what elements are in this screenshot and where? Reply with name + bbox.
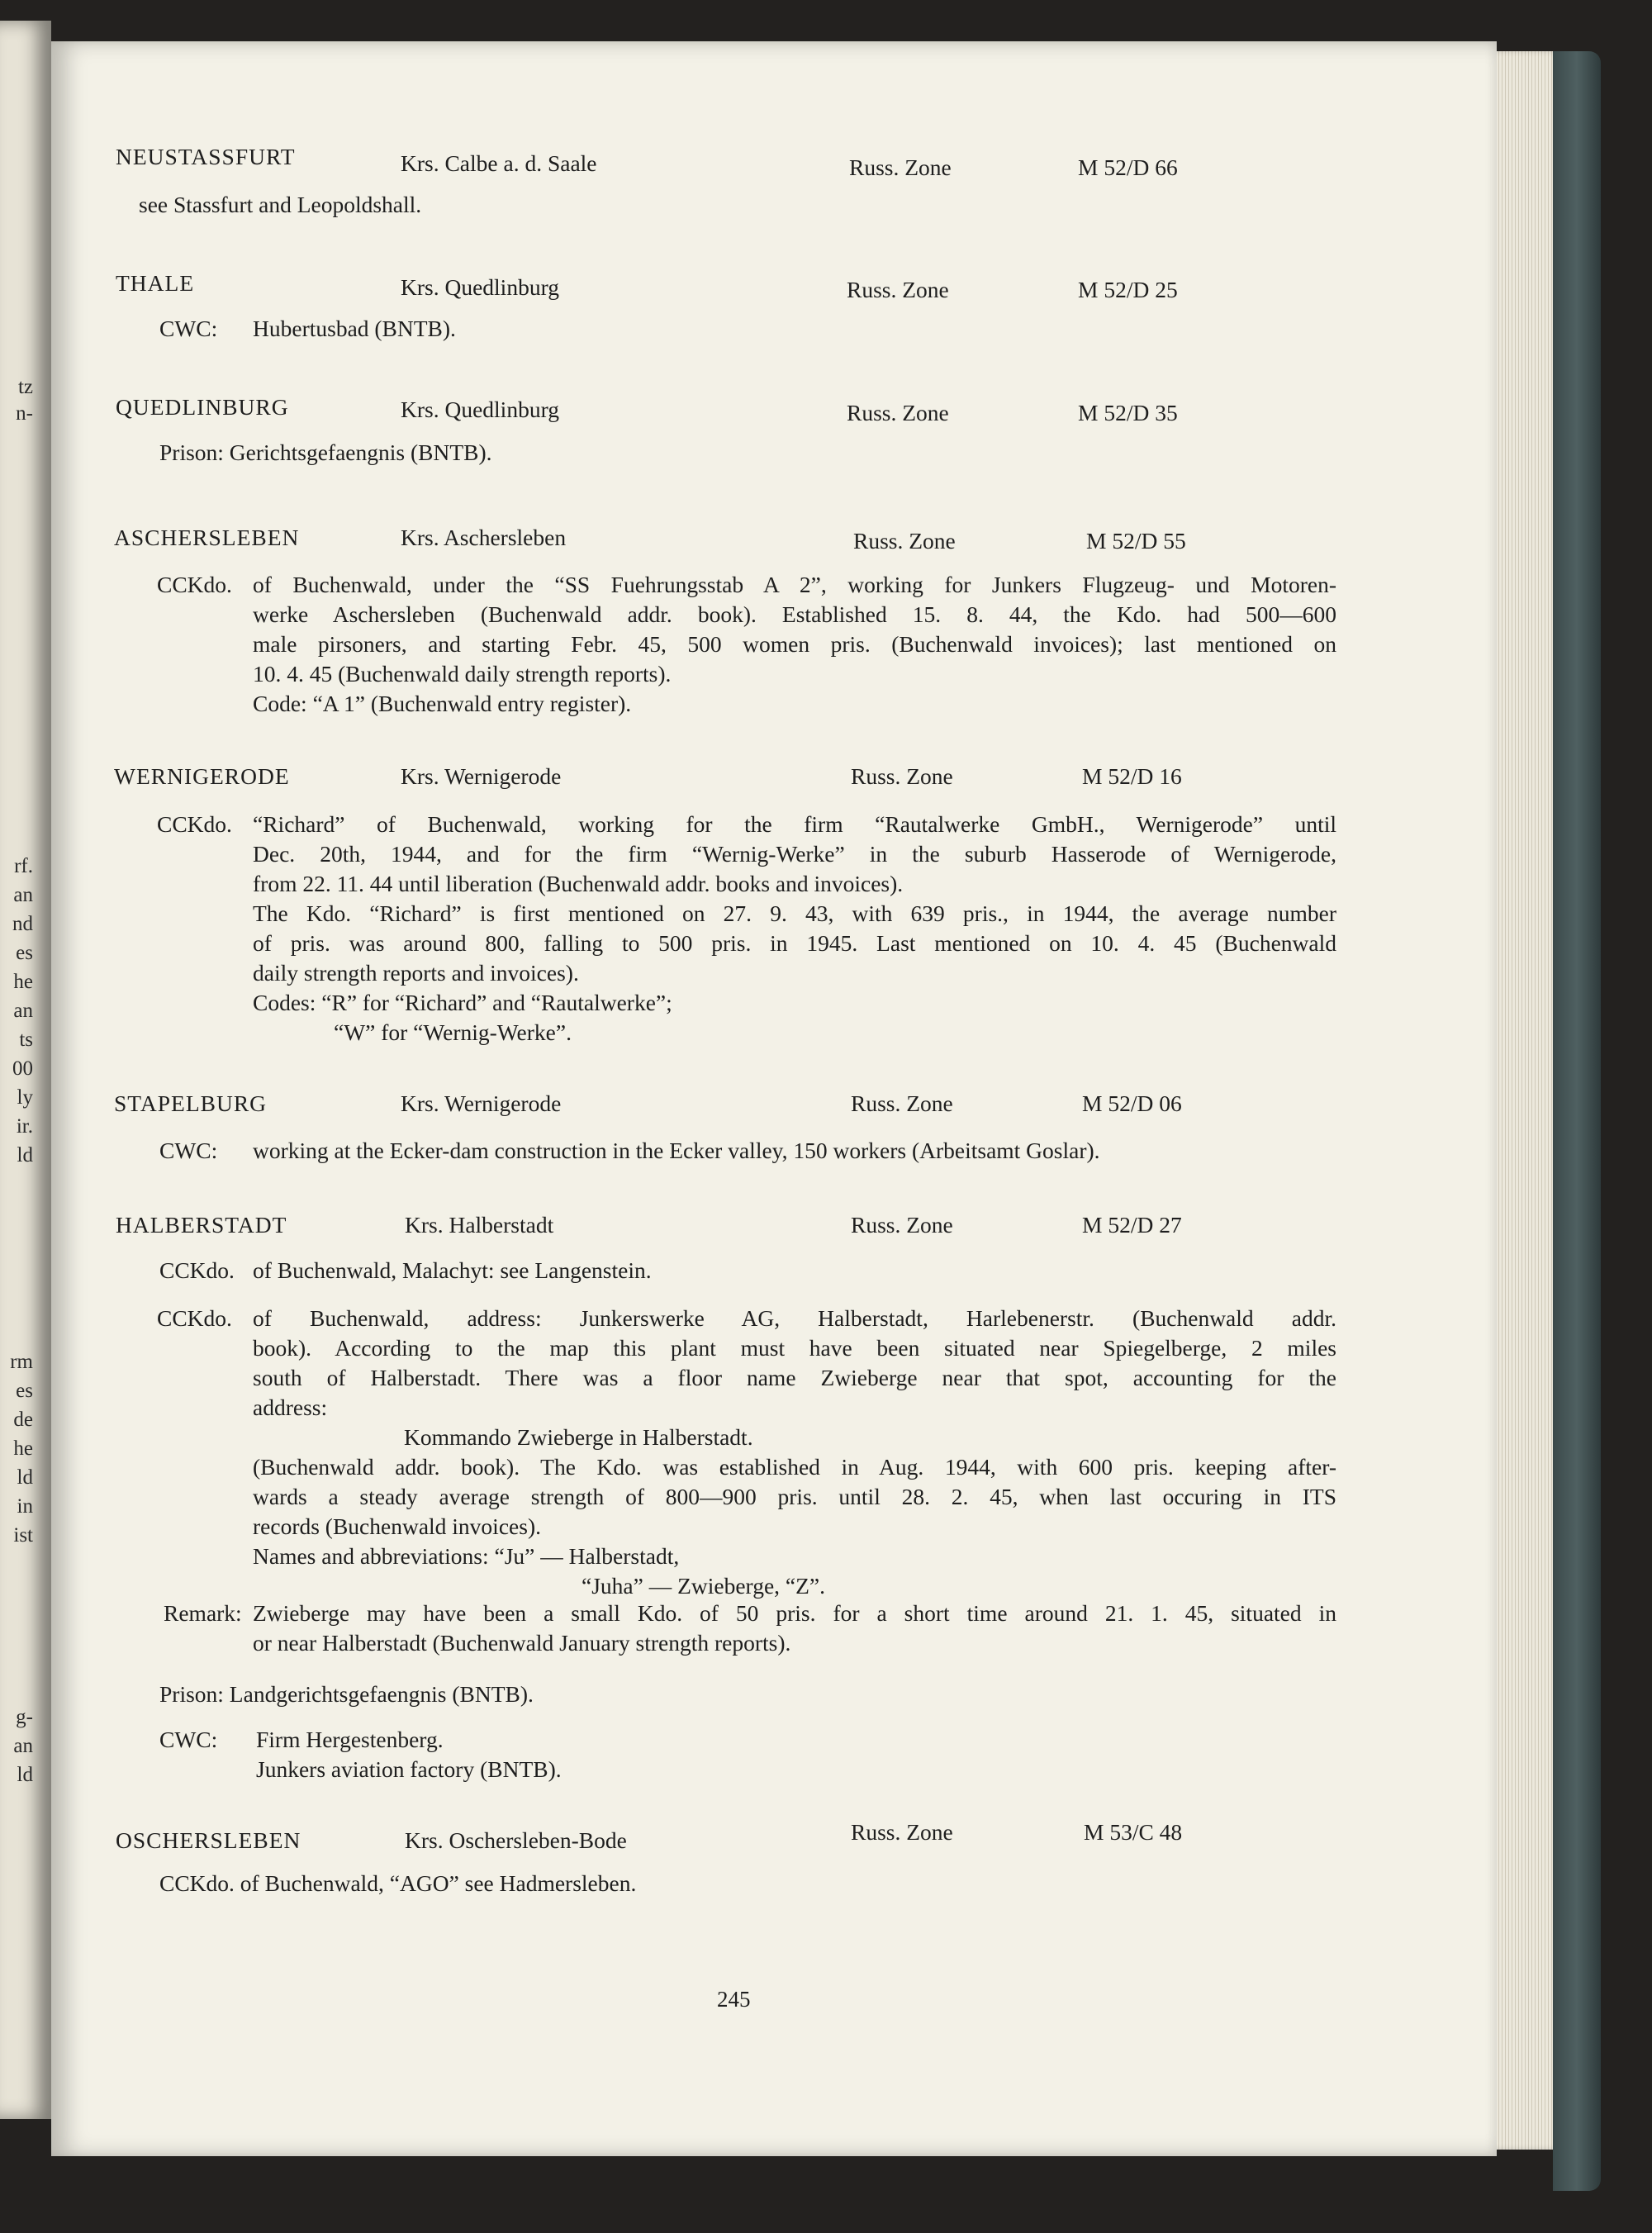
entry-zone: Russ. Zone [851, 763, 953, 789]
facing-page-fragment: es [16, 1380, 33, 1402]
facing-page-fragment: an [13, 884, 33, 906]
text-line: The Kdo. “Richard” is first mentioned on 27. 9. 43, with 639 pris., in 1944, the average number [253, 900, 1336, 926]
entry-zone: Russ. Zone [851, 1090, 953, 1116]
page-number: 245 [717, 1987, 751, 2012]
entry-map-ref: M 52/D 66 [1078, 154, 1178, 180]
text-line: Zwieberge may have been a small Kdo. of 50 pris. for a short time around 21. 1. 45, situated in [253, 1600, 1336, 1626]
text-line: book). According to the map this plant must have been situated near Spiegelberge, 2 miles [253, 1335, 1336, 1361]
facing-page-fragment: ts [19, 1029, 33, 1051]
text-line: Names and abbreviations: “Ju” — Halberstadt, [253, 1543, 680, 1569]
entry-detail: working at the Ecker-dam construction in the Ecker valley, 150 workers (Arbeitsamt Goslar). [253, 1138, 1100, 1163]
entry-detail: Prison: Gerichtsgefaengnis (BNTB). [159, 439, 492, 465]
text-line: 10. 4. 45 (Buchenwald daily strength reports). [253, 661, 672, 687]
text-line: address: [253, 1394, 328, 1420]
facing-page-fragment: g- [16, 1706, 33, 1728]
text-line: Code: “A 1” (Buchenwald entry register). [253, 691, 632, 716]
text-line: “W” for “Wernig-Werke”. [334, 1019, 572, 1045]
entry-district: Krs. Calbe a. d. Saale [401, 150, 597, 176]
text-line: “Juha” — Zwieberge, “Z”. [582, 1573, 825, 1599]
entry-district: Krs. Wernigerode [401, 1090, 562, 1116]
category-label: CWC: [159, 1138, 218, 1163]
facing-page-fragment: ly [17, 1086, 33, 1109]
facing-page-fragment: in [17, 1495, 33, 1518]
text-line: werke Aschersleben (Buchenwald addr. book). Established 15. 8. 44, the Kdo. had 500—600 [253, 601, 1336, 627]
facing-page-fragment: de [13, 1409, 33, 1431]
entry-description [253, 1304, 1336, 1601]
text-line: south of Halberstadt. There was a floor name Zwieberge near that spot, accounting for the [253, 1365, 1336, 1390]
text-line: “Richard” of Buchenwald, working for the firm “Rautalwerke GmbH., Wernigerode” until [253, 811, 1336, 837]
facing-page-fragment: ld [17, 1764, 33, 1786]
text-line: or near Halberstadt (Buchenwald January strength reports). [253, 1630, 791, 1656]
entry-zone: Russ. Zone [851, 1212, 953, 1238]
facing-page-fragment: ir. [16, 1115, 33, 1138]
text-line: from 22. 11. 44 until liberation (Buchenwald addr. books and invoices). [253, 871, 904, 896]
text-line: Dec. 20th, 1944, and for the firm “Wernig-Werke” in the suburb Hasserode of Wernigerode, [253, 841, 1336, 867]
facing-page-fragment: he [13, 1437, 33, 1460]
entry-place: OSCHERSLEBEN [116, 1827, 301, 1853]
entry-map-ref: M 52/D 25 [1078, 277, 1178, 302]
category-label: CCKdo. [157, 1305, 232, 1331]
facing-page-fragment: n- [16, 402, 33, 425]
category-label: CWC: [159, 1727, 218, 1752]
facing-page-edge [0, 21, 51, 2119]
entry-description [253, 810, 1336, 1048]
category-label: CCKdo. [159, 1257, 235, 1283]
text-line: records (Buchenwald invoices). [253, 1513, 541, 1539]
text-line: of pris. was around 800, falling to 500 pris. in 1945. Last mentioned on 10. 4. 45 (Buchenwald [253, 930, 1336, 956]
category-label: CWC: [159, 316, 218, 341]
facing-page-fragment: ld [17, 1466, 33, 1489]
facing-page-fragment: an [13, 1000, 33, 1022]
entry-map-ref: M 52/D 16 [1082, 763, 1182, 789]
facing-page-fragment: es [16, 942, 33, 964]
text-line: Kommando Zwieberge in Halberstadt. [404, 1424, 753, 1450]
text-line: male pirsoners, and starting Febr. 45, 500 women pris. (Buchenwald invoices); last mentioned on [253, 631, 1336, 657]
text-line: of Buchenwald, under the “SS Fuehrungsstab A 2”, working for Junkers Flugzeug- und Motoren- [253, 572, 1336, 597]
text-line: daily strength reports and invoices). [253, 960, 579, 986]
entry-detail: Hubertusbad (BNTB). [253, 316, 456, 341]
entry-district: Krs. Wernigerode [401, 763, 562, 789]
facing-page-fragment: ist [13, 1524, 33, 1546]
text-line: of Buchenwald, address: Junkerswerke AG, Halberstadt, Harlebenerstr. (Buchenwald addr. [253, 1305, 1336, 1331]
entry-map-ref: M 52/D 35 [1078, 400, 1178, 425]
entry-map-ref: M 53/C 48 [1084, 1819, 1183, 1845]
entry-place: QUEDLINBURG [116, 394, 289, 420]
entry-district: Krs. Quedlinburg [401, 274, 559, 300]
entry-place: WERNIGERODE [114, 763, 290, 789]
entry-detail: CCKdo. of Buchenwald, “AGO” see Hadmersleben. [159, 1870, 637, 1896]
facing-page-fragment: ld [17, 1144, 33, 1166]
entry-place: STAPELBURG [114, 1090, 268, 1116]
entry-place: THALE [116, 270, 195, 296]
entry-detail: Prison: Landgerichtsgefaengnis (BNTB). [159, 1681, 534, 1707]
facing-page-fragment: tz [17, 376, 33, 398]
entry-zone: Russ. Zone [847, 277, 949, 302]
entry-description [253, 570, 1336, 719]
entry-description [253, 1599, 1336, 1658]
text-line: wards a steady average strength of 800—900 pris. until 28. 2. 45, when last occuring in ITS [253, 1484, 1336, 1509]
category-label: CCKdo. [157, 572, 232, 597]
entry-district: Krs. Aschersleben [401, 525, 567, 550]
entry-place: ASCHERSLEBEN [114, 525, 300, 550]
cross-reference: see Stassfurt and Leopoldshall. [139, 192, 422, 217]
book-cover [1553, 51, 1601, 2191]
entry-map-ref: M 52/D 55 [1086, 528, 1186, 553]
entry-zone: Russ. Zone [847, 400, 949, 425]
entry-district: Krs. Oschersleben-Bode [405, 1827, 627, 1853]
entry-map-ref: M 52/D 06 [1082, 1090, 1182, 1116]
facing-page-fragment: he [13, 971, 33, 993]
entry-zone: Russ. Zone [851, 1819, 953, 1845]
facing-page-fragment: rf. [14, 855, 33, 877]
text-line: Codes: “R” for “Richard” and “Rautalwerke”; [253, 990, 672, 1015]
entry-zone: Russ. Zone [849, 154, 952, 180]
entry-detail: Firm Hergestenberg. [256, 1727, 444, 1752]
facing-page-fragment: 00 [12, 1057, 33, 1080]
entry-district: Krs. Halberstadt [405, 1212, 554, 1238]
category-label: CCKdo. [157, 811, 232, 837]
entry-detail: of Buchenwald, Malachyt: see Langenstein. [253, 1257, 652, 1283]
entry-district: Krs. Quedlinburg [401, 397, 559, 422]
entry-place: NEUSTASSFURT [116, 144, 296, 169]
entry-place: HALBERSTADT [116, 1212, 287, 1238]
entry-detail: Junkers aviation factory (BNTB). [256, 1756, 562, 1782]
category-label: Remark: [164, 1600, 242, 1626]
text-line: (Buchenwald addr. book). The Kdo. was established in Aug. 1944, with 600 pris. keeping after- [253, 1454, 1336, 1480]
facing-page-fragment: rm [10, 1351, 33, 1373]
entry-map-ref: M 52/D 27 [1082, 1212, 1182, 1238]
facing-page-fragment: nd [12, 913, 33, 935]
facing-page-fragment: an [13, 1735, 33, 1757]
entry-zone: Russ. Zone [853, 528, 956, 553]
